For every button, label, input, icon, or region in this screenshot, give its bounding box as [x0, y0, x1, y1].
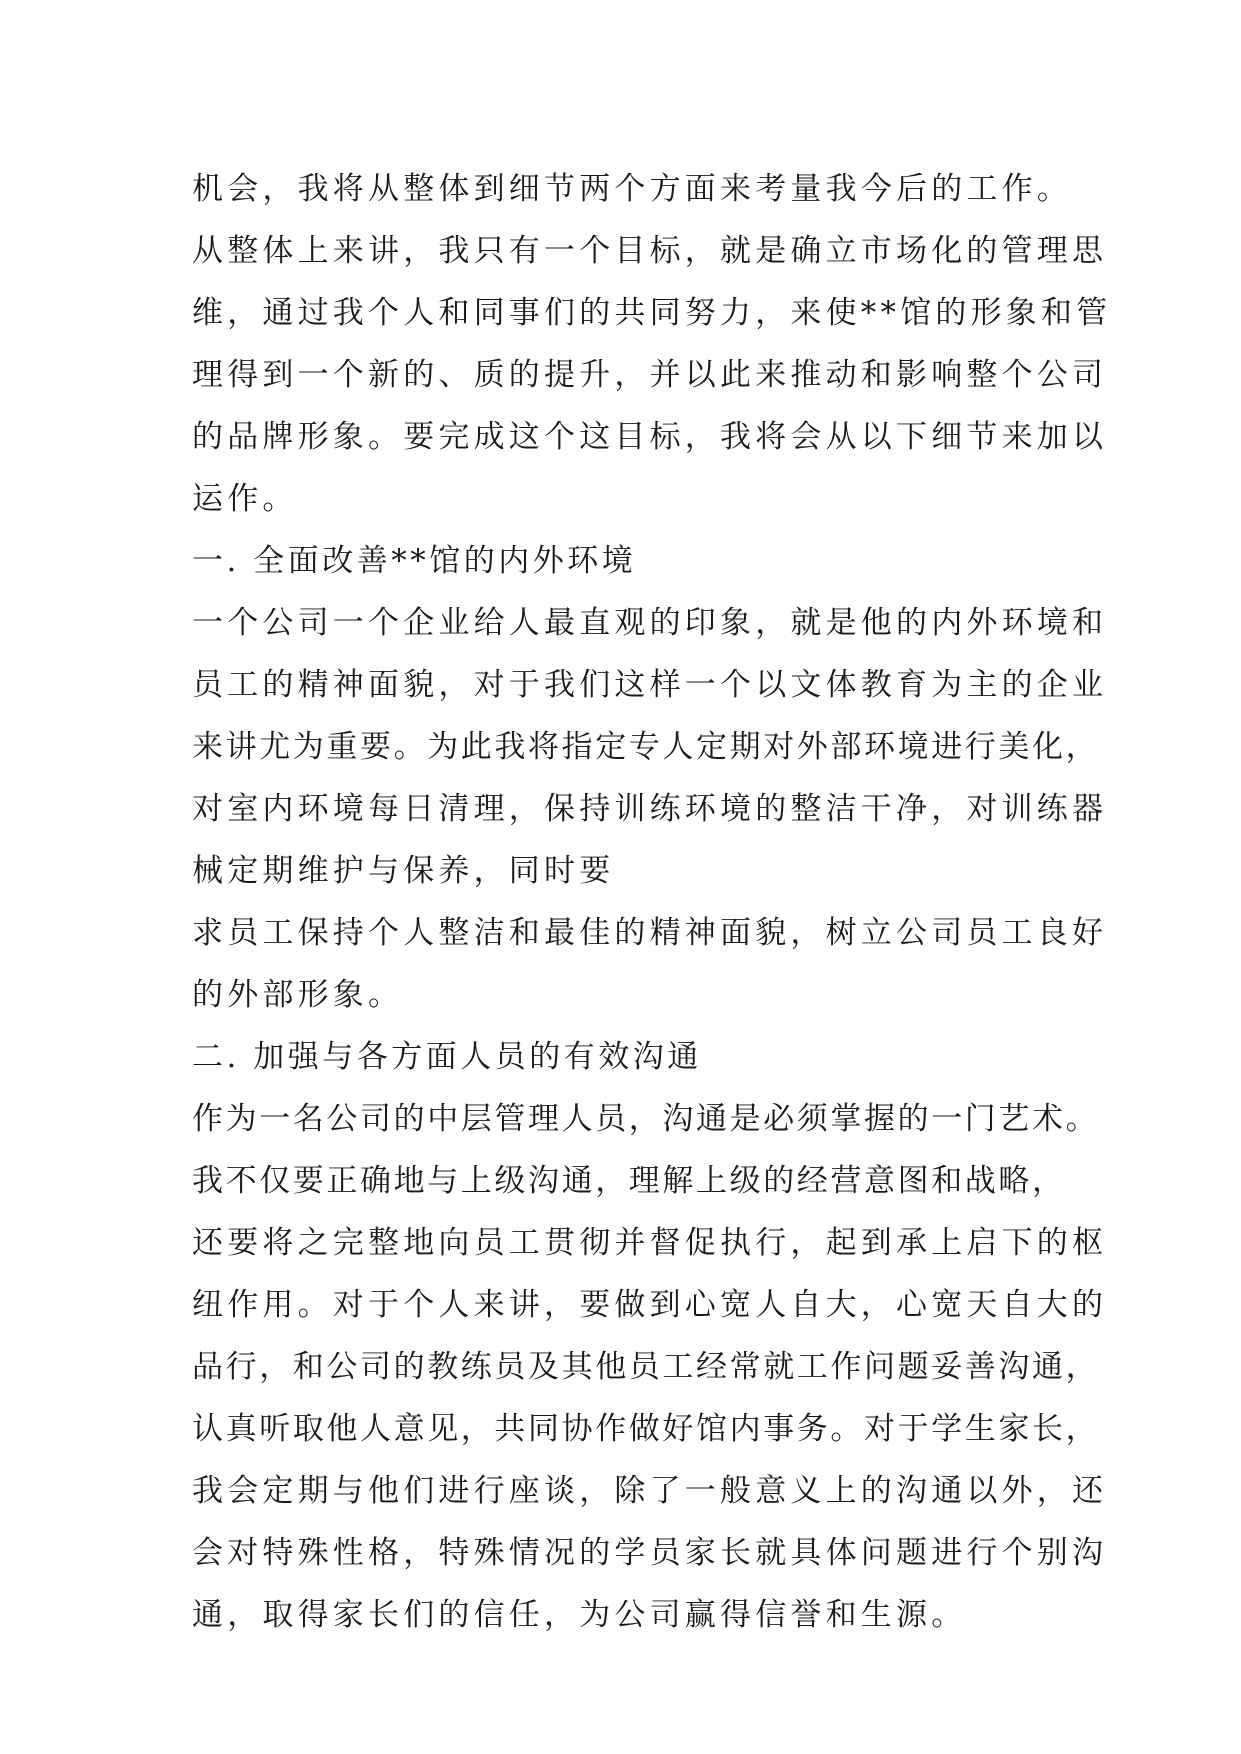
text-line: 通，取得家长们的信任，为公司赢得信誉和生源。: [192, 1597, 967, 1633]
text-line: 员工的精神面貌，对于我们这样一个以文体教育为主的企业: [192, 667, 1108, 703]
text-line: 认真听取他人意见，共同协作做好馆内事务。对于学生家长，: [192, 1411, 1100, 1447]
text-line: 维，通过我个人和同事们的共同努力，来使**馆的形象和管: [192, 295, 1112, 331]
text-line: 从整体上来讲，我只有一个目标，就是确立市场化的管理思: [192, 233, 1108, 269]
text-line: 理得到一个新的、质的提升，并以此来推动和影响整个公司: [192, 357, 1108, 393]
text-line: 我不仅要正确地与上级沟通，理解上级的经营意图和战略，: [192, 1163, 1066, 1199]
text-line: 还要将之完整地向员工贯彻并督促执行，起到承上启下的枢: [192, 1225, 1108, 1261]
section-heading-2: 二. 加强与各方面人员的有效沟通: [192, 1039, 702, 1075]
text-line: 械定期维护与保养，同时要: [192, 853, 615, 889]
text-line: 的品牌形象。要完成这个这目标，我将会从以下细节来加以: [192, 419, 1108, 455]
text-line: 机会，我将从整体到细节两个方面来考量我今后的工作。: [192, 171, 1072, 207]
text-line: 求员工保持个人整洁和最佳的精神面貌，树立公司员工良好: [192, 915, 1108, 951]
text-line: 作为一名公司的中层管理人员，沟通是必须掌握的一门艺术。: [192, 1101, 1100, 1137]
section-heading-1: 一. 全面改善**馆的内外环境: [192, 543, 637, 579]
text-line: 会对特殊性格，特殊情况的学员家长就具体问题进行个别沟: [192, 1535, 1108, 1571]
text-line: 来讲尤为重要。为此我将指定专人定期对外部环境进行美化，: [192, 729, 1100, 765]
text-line: 的外部形象。: [192, 977, 404, 1013]
text-line: 对室内环境每日清理，保持训练环境的整洁干净，对训练器: [192, 791, 1108, 827]
text-line: 一个公司一个企业给人最直观的印象，就是他的内外环境和: [192, 605, 1108, 641]
text-line: 我会定期与他们进行座谈，除了一般意义上的沟通以外，还: [192, 1473, 1108, 1509]
document-body: [192, 158, 1112, 1646]
text-line: 纽作用。对于个人来讲，要做到心宽人自大，心宽天自大的: [192, 1287, 1108, 1323]
text-line: 运作。: [192, 481, 298, 517]
text-line: 品行，和公司的教练员及其他员工经常就工作问题妥善沟通，: [192, 1349, 1100, 1385]
